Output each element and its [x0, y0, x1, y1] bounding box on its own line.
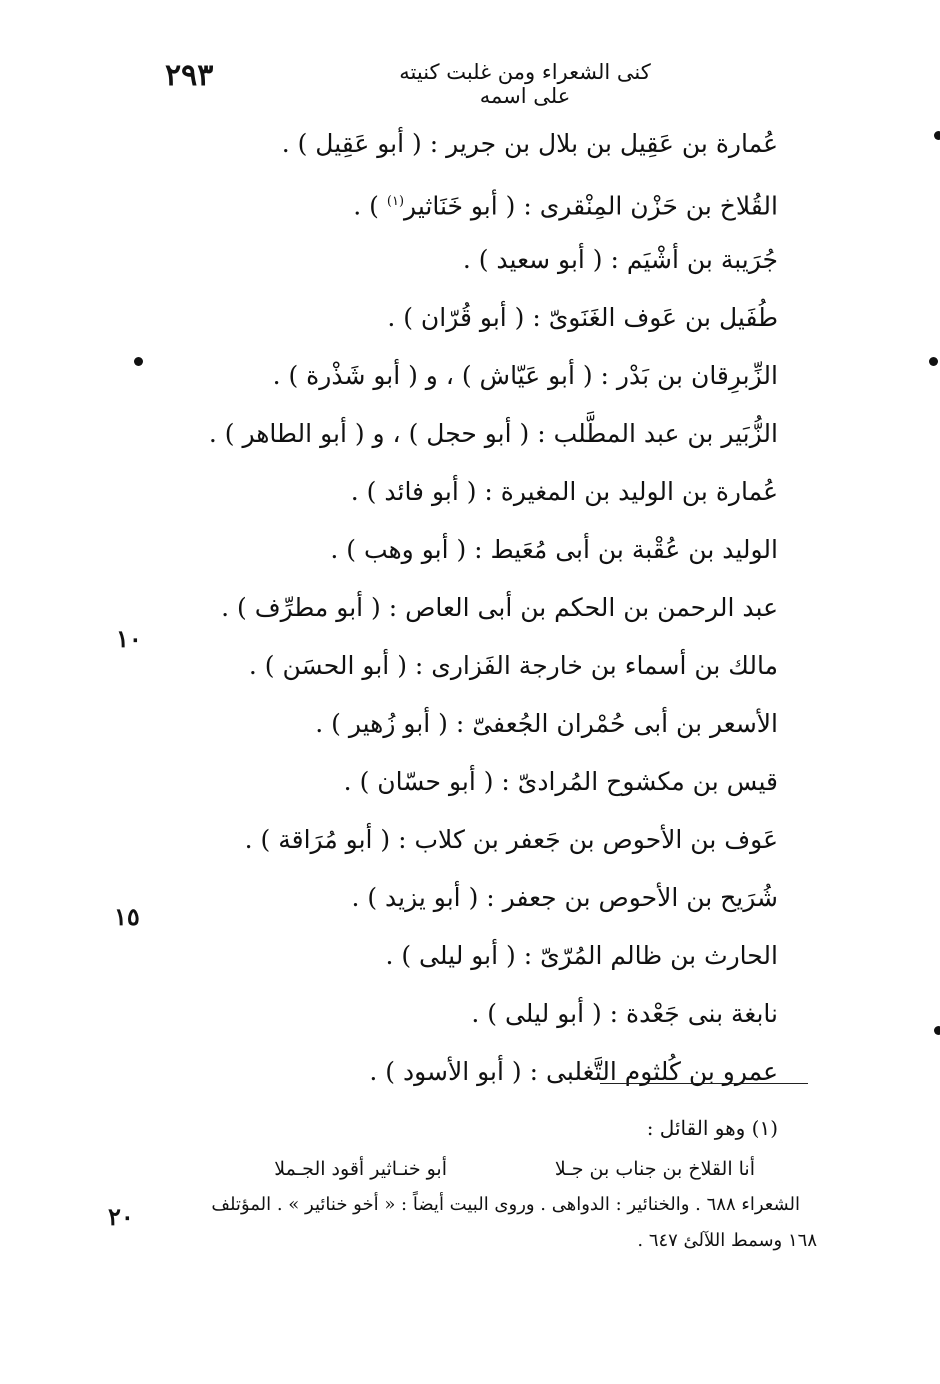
- entry: عبد الرحمن بن الحكم بن أبى العاص : ( أبو مطرِّف ) .: [221, 593, 778, 622]
- footnote-verse-right: أنا القلاخ بن جناب بن جـلا: [554, 1158, 755, 1180]
- entry: جُرَيبة بن أشْيَم : ( أبو سعيد ) .: [462, 245, 778, 274]
- entry: الوليد بن عُقْبة بن أبى مُعَيط : ( أبو وهب ) .: [330, 535, 778, 564]
- entries-list: [200, 115, 778, 1101]
- entry: شُرَيح بن الأحوص بن جعفر : ( أبو يزيد ) .: [351, 883, 778, 912]
- entry-text: القُلاخ بن حَزْن المِنْقرى : ( أبو خَنَاثير: [404, 191, 778, 221]
- line-number-20: ٢٠: [108, 1202, 134, 1231]
- margin-dot: [134, 357, 143, 366]
- entry: عمرو بن كُلثوم التَّغلبى : ( أبو الأسود ) .: [369, 1057, 778, 1086]
- entry: طُفَيل بن عَوف الغَنَوىّ : ( أبو قُرّان ) .: [387, 303, 778, 332]
- footnote-marker: (١): [386, 194, 405, 209]
- entry: [200, 173, 778, 231]
- footnote-line-3: الشعراء ٦٨٨ . والخنائير : الدواهى . وروى البيت أيضاً : « أخو خنائير » . المؤتلف: [211, 1194, 800, 1215]
- entry: نابغة بنى جَعْدة : ( أبو ليلى ) .: [471, 999, 778, 1028]
- footnote-verse-left: أبو خنـاثير أقود الجـملا: [274, 1158, 447, 1180]
- entry: عَوف بن الأحوص بن جَعفر بن كلاب : ( أبو مُرَاقة ) .: [244, 825, 778, 854]
- footnote-line-1: (١) وهو القائل :: [646, 1116, 778, 1140]
- line-number-15: ١٥: [114, 902, 140, 931]
- entry: عُمارة بن عَقِيل بن بلال بن جرير : ( أبو عَقِيل ) .: [281, 129, 778, 158]
- margin-dot: [934, 131, 940, 140]
- footnote-divider: [600, 1083, 808, 1084]
- entry-tail: ) .: [353, 191, 379, 221]
- entry: الزِّبرِقان بن بَدْر : ( أبو عَيّاش ) ، و ( أبو شَذْرة ) .: [272, 361, 778, 390]
- footnote-line-4: ١٦٨ وسمط اللآلئ ٦٤٧ .: [637, 1230, 817, 1251]
- running-head: كنى الشعراء ومن غلبت كنيته على اسمه: [399, 60, 651, 108]
- entry: قيس بن مكشوح المُرادىّ : ( أبو حسّان ) .: [343, 767, 778, 796]
- entry: عُمارة بن الوليد بن المغيرة : ( أبو فائد ) .: [350, 477, 778, 506]
- margin-dot: [934, 1026, 940, 1035]
- line-number-10: ١٠: [116, 624, 142, 653]
- entry: مالك بن أسماء بن خارجة الفَزارى : ( أبو الحسَن ) .: [248, 651, 778, 680]
- margin-dot: [929, 357, 938, 366]
- entry: الأسعر بن أبى حُمْران الجُعفىّ : ( أبو زُهير ) .: [315, 709, 778, 738]
- entry: الزُّبَير بن عبد المطَّلب : ( أبو حجل ) ، و ( أبو الطاهر ) .: [208, 419, 778, 448]
- page-number: ٢٩٣: [165, 58, 214, 93]
- entry: الحارث بن ظالم المُرّىّ : ( أبو ليلى ) .: [385, 941, 778, 970]
